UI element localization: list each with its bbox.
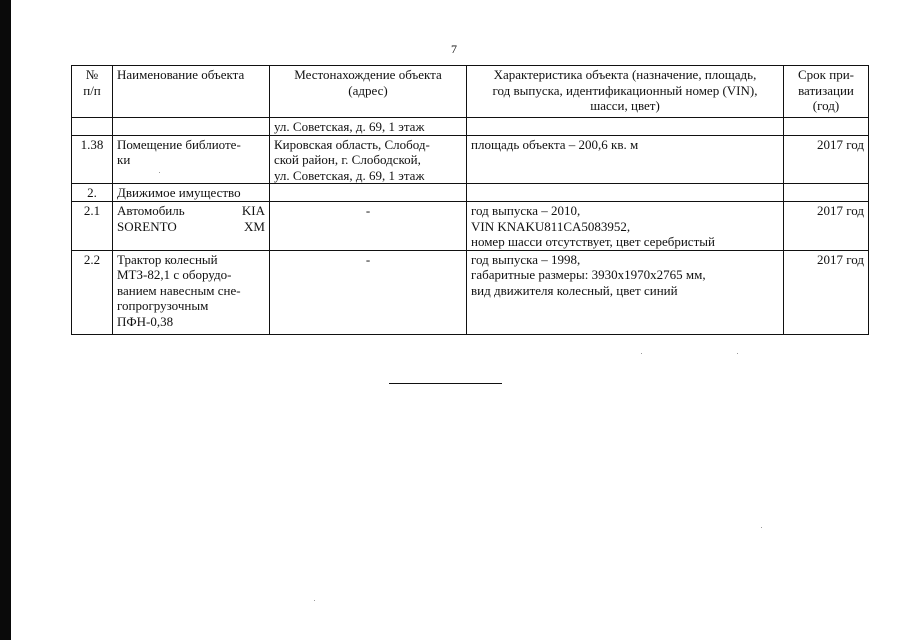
cell-name: Помещение библиоте- ки (113, 135, 270, 184)
cell-name: Трактор колесный МТЗ-82,1 с оборудо- ванием навесным сне- гопрогрузочным ПФН-0,38 (113, 250, 270, 334)
cell-location (270, 184, 467, 202)
cell-characteristics: площадь объекта – 200,6 кв. м (467, 135, 784, 184)
cell-characteristics: год выпуска – 2010, VIN KNAKU811CA5083952, номер шасси отсутствует, цвет серебристый (467, 202, 784, 251)
table-row (72, 118, 869, 136)
table-header-row (72, 66, 869, 118)
header-location: Местонахождение объекта (адрес) (270, 66, 467, 118)
scan-speck (641, 353, 642, 354)
table-row (72, 184, 869, 202)
cell-num (72, 118, 113, 136)
table-row (72, 135, 869, 184)
cell-num: 1.38 (72, 135, 113, 184)
scan-speck (314, 600, 315, 601)
cell-term (784, 184, 869, 202)
table-row (72, 202, 869, 251)
cell-characteristics: год выпуска – 1998, габаритные размеры: 3930х1970х2765 мм, вид движителя колесный, цвет синий (467, 250, 784, 334)
scan-speck (737, 353, 738, 354)
cell-num: 2. (72, 184, 113, 202)
scan-speck (159, 172, 160, 173)
cell-term: 2017 год (784, 202, 869, 251)
cell-num: 2.2 (72, 250, 113, 334)
cell-location: ул. Советская, д. 69, 1 этаж (270, 118, 467, 136)
header-characteristics: Характеристика объекта (назначение, площадь, год выпуска, идентификационный номер (VIN), шасси, цвет) (467, 66, 784, 118)
cell-location: - (270, 202, 467, 251)
cell-location: - (270, 250, 467, 334)
page-edge-bar (0, 0, 11, 640)
header-num: № п/п (72, 66, 113, 118)
table-row (72, 250, 869, 334)
header-term: Срок при- ватизации (год) (784, 66, 869, 118)
header-name: Наименование объекта (113, 66, 270, 118)
separator-line (389, 383, 502, 384)
cell-name (113, 118, 270, 136)
cell-num: 2.1 (72, 202, 113, 251)
cell-characteristics (467, 118, 784, 136)
cell-term: 2017 год (784, 135, 869, 184)
scan-speck (761, 527, 762, 528)
cell-name: Автомобиль KIA SORENTO XM (113, 202, 270, 251)
cell-term: 2017 год (784, 250, 869, 334)
cell-characteristics (467, 184, 784, 202)
cell-name: Движимое имущество (113, 184, 270, 202)
cell-term (784, 118, 869, 136)
cell-location: Кировская область, Слобод- ской район, г. Слободской, ул. Советская, д. 69, 1 этаж (270, 135, 467, 184)
privatization-table (71, 65, 869, 335)
page-number: 7 (451, 42, 457, 56)
